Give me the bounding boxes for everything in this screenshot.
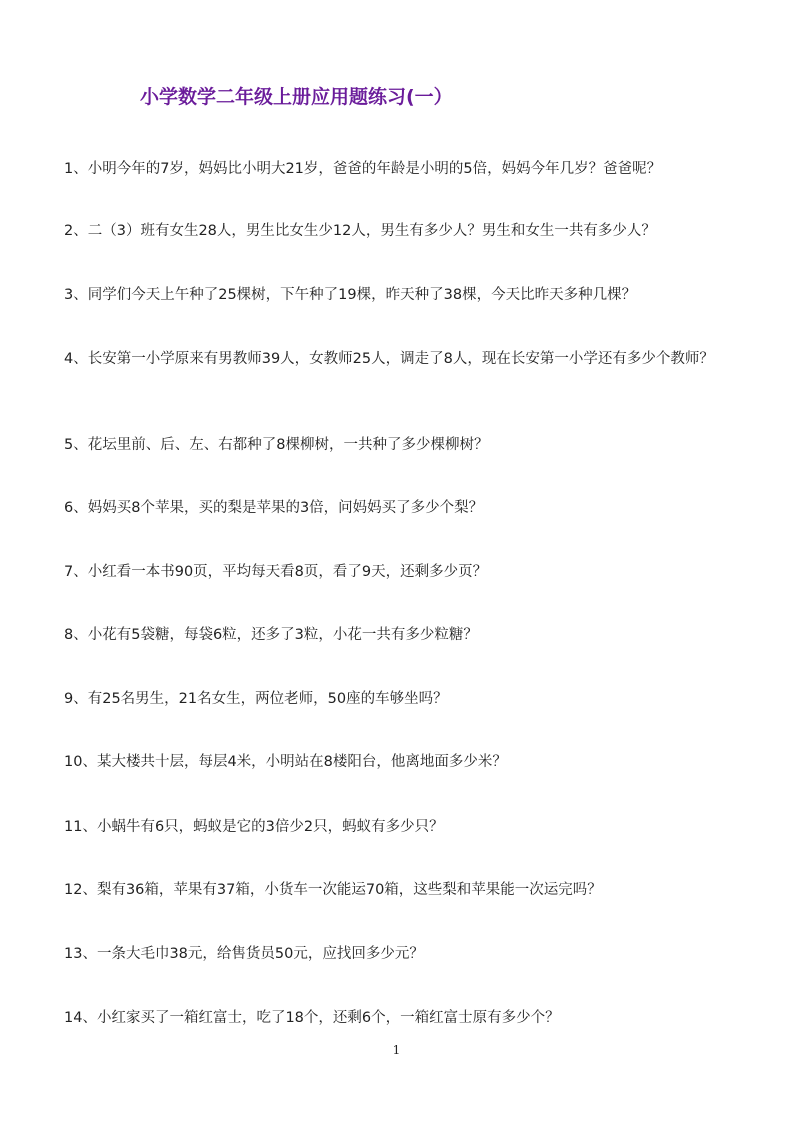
question-8: 8、小花有5袋糖，每袋6粒，还多了3粒，小花一共有多少粒糖？ bbox=[64, 627, 478, 643]
question-4: 4、长安第一小学原来有男教师39人，女教师25人，调走了8人，现在长安第一小学还有多少个教师？ bbox=[64, 351, 714, 367]
question-11: 11、小蜗牛有6只，蚂蚁是它的3倍少2只，蚂蚁有多少只？ bbox=[64, 819, 444, 835]
question-2: 2、二（3）班有女生28人，男生比女生少12人，男生有多少人？男生和女生一共有多少人？ bbox=[64, 223, 656, 239]
question-9: 9、有25名男生，21名女生，两位老师，50座的车够坐吗？ bbox=[64, 691, 448, 707]
question-13: 13、一条大毛巾38元，给售货员50元，应找回多少元？ bbox=[64, 946, 424, 962]
question-3: 3、同学们今天上午种了25棵树，下午种了19棵，昨天种了38棵，今天比昨天多种几棵？ bbox=[64, 287, 637, 303]
document-title: 小学数学二年级上册应用题练习(一） bbox=[140, 86, 453, 108]
question-14: 14、小红家买了一箱红富士，吃了18个，还剩6个，一箱红富士原有多少个？ bbox=[64, 1010, 560, 1026]
question-6: 6、妈妈买8个苹果，买的梨是苹果的3倍，问妈妈买了多少个梨？ bbox=[64, 500, 484, 516]
question-1: 1、小明今年的7岁，妈妈比小明大21岁，爸爸的年龄是小明的5倍，妈妈今年几岁？爸爸呢？ bbox=[64, 161, 662, 177]
question-7: 7、小红看一本书90页，平均每天看8页，看了9天，还剩多少页？ bbox=[64, 564, 488, 580]
question-10: 10、某大楼共十层，每层4米，小明站在8楼阳台，他离地面多少米？ bbox=[64, 754, 507, 770]
question-12: 12、梨有36箱，苹果有37箱，小货车一次能运70箱，这些梨和苹果能一次运完吗？ bbox=[64, 882, 602, 898]
question-5: 5、花坛里前、后、左、右都种了8棵柳树，一共种了多少棵柳树？ bbox=[64, 437, 489, 453]
page-number: 1 bbox=[392, 1043, 401, 1057]
